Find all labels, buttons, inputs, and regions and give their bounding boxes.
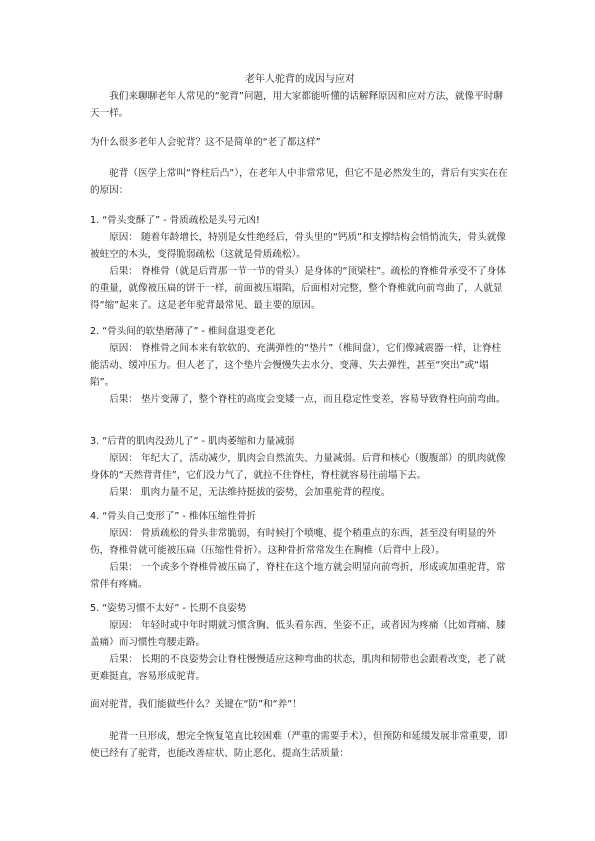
cause-reason-4: 原因： 骨质疏松的骨头非常脆弱，有时候打个喷嚏、提个稍重点的东西，甚至没有明显的外伤，脊椎骨就可能被压扁（压缩性骨折）。这种骨折常常发生在胸椎（后背中上段）。: [90, 528, 496, 556]
cause-result-3: 后果： 肌肉力量不足，无法维持挺拔的姿势，会加重驼背的程度。: [109, 487, 391, 498]
cause-heading-3: 3. “后背的肌肉没劲儿了” - 肌肉萎缩和力量减弱: [90, 436, 295, 447]
cause-reason-5: 原因： 年轻时或中年时期就习惯含胸、低头看东西、坐姿不正，或者因为疼痛（比如背痛、膝盖痛）而习惯性弯腰走路。: [90, 620, 506, 648]
cause-result-4: 后果： 一个或多个脊椎骨被压扁了，脊柱在这个地方就会明显向前弯折，形成或加重驼背，常常伴有疼痛。: [90, 562, 506, 590]
question-heading-2: 面对驼背，我们能做些什么？关键在“防”和“养”！: [90, 699, 302, 710]
cause-result-2: 后果： 垫片变薄了，整个脊柱的高度会变矮一点，而且稳定性变差，容易导致脊柱向前弯曲。: [109, 394, 506, 405]
cause-intro-paragraph: 驼背（医学上常叫“脊柱后凸”），在老年人中非常常见，但它不是必然发生的，背后有实实在在的原因：: [90, 168, 508, 196]
document-title: 老年人驼背的成因与应对: [245, 74, 355, 85]
cause-reason-3: 原因： 年纪大了，活动减少，肌肉会自然流失、力量减弱。后背和核心（腹腹部）的肌肉就像身体的“天然背背佳”，它们没力气了，就拉不住脊柱，脊柱就容易往前塌下去。: [90, 453, 506, 481]
cause-reason-2: 原因： 脊椎骨之间本来有软软的、充满弹性的“垫片”（椎间盘），它们像减震器一样，让脊柱能活动、缓冲压力。但人老了，这个垫片会慢慢失去水分、变薄、失去弹性，甚至“突出”或“塌陷”。: [90, 343, 502, 388]
cause-heading-4: 4. “骨头自己变形了” - 椎体压缩性骨折: [90, 511, 257, 522]
question-heading-1: 为什么很多老年人会驼背？这不是简单的“老了都这样”: [90, 137, 321, 148]
prevention-paragraph: 驼背一旦形成，想完全恢复笔直比较困难（严重的需要手术），但预防和延缓发展非常重要，即使已经有了驼背，也能改善症状、防止恶化、提高生活质量：: [90, 731, 508, 759]
cause-reason-1: 原因： 随着年龄增长，特别是女性绝经后，骨头里的“钙质”和支撑结构会悄悄流失，骨头就像被蛀空的木头，变得脆弱疏松（这就是骨质疏松）。: [90, 232, 506, 260]
cause-heading-2: 2. “骨头间的软垫磨薄了” - 椎间盘退变老化: [90, 326, 276, 337]
cause-heading-5: 5. “姿势习惯不太好” - 长期不良姿势: [90, 603, 247, 614]
cause-result-1: 后果： 脊椎骨（就是后背那一节一节的骨头）是身体的“顶梁柱”。疏松的脊椎骨承受不了身体的重量，就像被压扁的饼干一样，前面被压塌陷，后面相对完整，整个脊椎就向前弯曲了，人就显得“缩”起来了。这是老年驼背最常见、最主要的原因。: [90, 266, 506, 311]
cause-result-5: 后果： 长期的不良姿势会让脊柱慢慢适应这种弯曲的状态，肌肉和韧带也会跟着改变，老了就更难挺直，容易形成驼背。: [90, 654, 506, 682]
cause-heading-1: 1. “骨头变酥了” - 骨质疏松是头号元凶!: [90, 215, 260, 226]
intro-paragraph: 我们来聊聊老年人常见的“驼背”问题，用大家都能听懂的话解释原因和应对方法，就像平时聊天一样。: [90, 91, 503, 119]
